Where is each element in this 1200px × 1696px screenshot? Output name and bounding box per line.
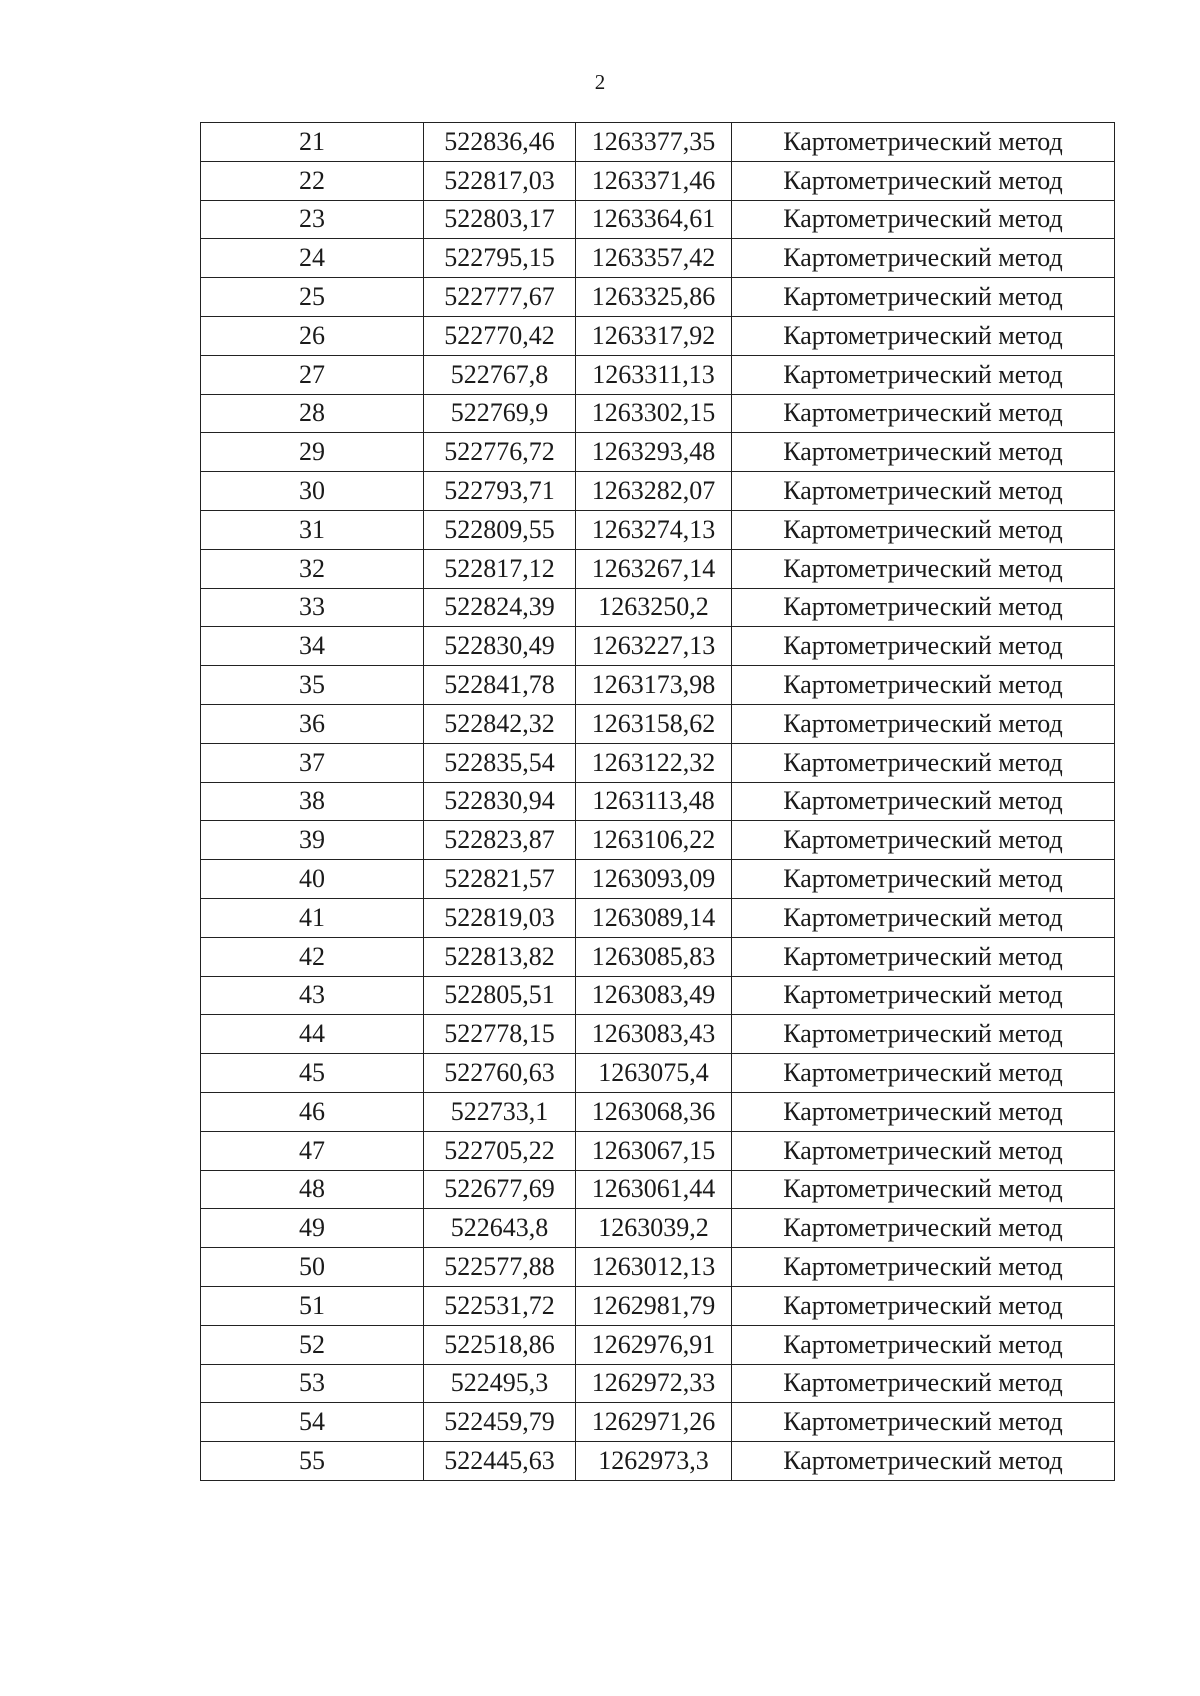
point-number-cell: 44 <box>201 1015 424 1054</box>
y-coordinate-cell: 1263012,13 <box>576 1248 732 1287</box>
point-number-cell: 47 <box>201 1131 424 1170</box>
method-cell: Картометрический метод <box>732 549 1115 588</box>
y-coordinate-cell: 1262976,91 <box>576 1325 732 1364</box>
point-number-cell: 54 <box>201 1403 424 1442</box>
point-number-cell: 50 <box>201 1248 424 1287</box>
method-cell: Картометрический метод <box>732 898 1115 937</box>
x-coordinate-cell: 522760,63 <box>424 1054 576 1093</box>
method-cell: Картометрический метод <box>732 937 1115 976</box>
y-coordinate-cell: 1262973,3 <box>576 1442 732 1481</box>
y-coordinate-cell: 1263364,61 <box>576 200 732 239</box>
point-number-cell: 36 <box>201 704 424 743</box>
table-row <box>201 549 1115 588</box>
table-row <box>201 1248 1115 1287</box>
y-coordinate-cell: 1263106,22 <box>576 821 732 860</box>
y-coordinate-cell: 1263113,48 <box>576 782 732 821</box>
point-number-cell: 51 <box>201 1286 424 1325</box>
x-coordinate-cell: 522767,8 <box>424 355 576 394</box>
point-number-cell: 27 <box>201 355 424 394</box>
x-coordinate-cell: 522824,39 <box>424 588 576 627</box>
point-number-cell: 53 <box>201 1364 424 1403</box>
method-cell: Картометрический метод <box>732 123 1115 162</box>
method-cell: Картометрический метод <box>732 433 1115 472</box>
x-coordinate-cell: 522778,15 <box>424 1015 576 1054</box>
table-row <box>201 433 1115 472</box>
x-coordinate-cell: 522459,79 <box>424 1403 576 1442</box>
y-coordinate-cell: 1263067,15 <box>576 1131 732 1170</box>
y-coordinate-cell: 1263075,4 <box>576 1054 732 1093</box>
method-cell: Картометрический метод <box>732 1364 1115 1403</box>
coordinates-table-body <box>201 123 1115 1481</box>
method-cell: Картометрический метод <box>732 588 1115 627</box>
table-row <box>201 782 1115 821</box>
table-row <box>201 200 1115 239</box>
x-coordinate-cell: 522809,55 <box>424 510 576 549</box>
point-number-cell: 40 <box>201 860 424 899</box>
point-number-cell: 46 <box>201 1092 424 1131</box>
table-row <box>201 588 1115 627</box>
table-row <box>201 627 1115 666</box>
y-coordinate-cell: 1263357,42 <box>576 239 732 278</box>
x-coordinate-cell: 522795,15 <box>424 239 576 278</box>
y-coordinate-cell: 1263267,14 <box>576 549 732 588</box>
method-cell: Картометрический метод <box>732 1325 1115 1364</box>
x-coordinate-cell: 522842,32 <box>424 704 576 743</box>
x-coordinate-cell: 522830,49 <box>424 627 576 666</box>
y-coordinate-cell: 1263250,2 <box>576 588 732 627</box>
table-row <box>201 1325 1115 1364</box>
table-row <box>201 355 1115 394</box>
x-coordinate-cell: 522821,57 <box>424 860 576 899</box>
x-coordinate-cell: 522817,03 <box>424 161 576 200</box>
coordinates-table <box>200 122 1115 1481</box>
method-cell: Картометрический метод <box>732 161 1115 200</box>
method-cell: Картометрический метод <box>732 278 1115 317</box>
y-coordinate-cell: 1263302,15 <box>576 394 732 433</box>
method-cell: Картометрический метод <box>732 1054 1115 1093</box>
table-row <box>201 1442 1115 1481</box>
method-cell: Картометрический метод <box>732 1403 1115 1442</box>
method-cell: Картометрический метод <box>732 666 1115 705</box>
x-coordinate-cell: 522677,69 <box>424 1170 576 1209</box>
method-cell: Картометрический метод <box>732 704 1115 743</box>
table-row <box>201 1054 1115 1093</box>
table-row <box>201 239 1115 278</box>
method-cell: Картометрический метод <box>732 743 1115 782</box>
table-row <box>201 898 1115 937</box>
point-number-cell: 52 <box>201 1325 424 1364</box>
table-row <box>201 1364 1115 1403</box>
method-cell: Картометрический метод <box>732 627 1115 666</box>
x-coordinate-cell: 522518,86 <box>424 1325 576 1364</box>
method-cell: Картометрический метод <box>732 1015 1115 1054</box>
y-coordinate-cell: 1263039,2 <box>576 1209 732 1248</box>
point-number-cell: 34 <box>201 627 424 666</box>
y-coordinate-cell: 1263083,49 <box>576 976 732 1015</box>
y-coordinate-cell: 1263083,43 <box>576 1015 732 1054</box>
y-coordinate-cell: 1263317,92 <box>576 316 732 355</box>
table-row <box>201 316 1115 355</box>
point-number-cell: 45 <box>201 1054 424 1093</box>
method-cell: Картометрический метод <box>732 394 1115 433</box>
method-cell: Картометрический метод <box>732 821 1115 860</box>
method-cell: Картометрический метод <box>732 782 1115 821</box>
point-number-cell: 43 <box>201 976 424 1015</box>
y-coordinate-cell: 1263089,14 <box>576 898 732 937</box>
point-number-cell: 39 <box>201 821 424 860</box>
point-number-cell: 35 <box>201 666 424 705</box>
x-coordinate-cell: 522803,17 <box>424 200 576 239</box>
table-row <box>201 976 1115 1015</box>
y-coordinate-cell: 1263227,13 <box>576 627 732 666</box>
table-row <box>201 1209 1115 1248</box>
x-coordinate-cell: 522777,67 <box>424 278 576 317</box>
x-coordinate-cell: 522805,51 <box>424 976 576 1015</box>
x-coordinate-cell: 522770,42 <box>424 316 576 355</box>
point-number-cell: 31 <box>201 510 424 549</box>
point-number-cell: 24 <box>201 239 424 278</box>
x-coordinate-cell: 522793,71 <box>424 472 576 511</box>
x-coordinate-cell: 522531,72 <box>424 1286 576 1325</box>
table-row <box>201 1170 1115 1209</box>
method-cell: Картометрический метод <box>732 355 1115 394</box>
table-row <box>201 1092 1115 1131</box>
table-row <box>201 1286 1115 1325</box>
table-row <box>201 1403 1115 1442</box>
y-coordinate-cell: 1262981,79 <box>576 1286 732 1325</box>
method-cell: Картометрический метод <box>732 510 1115 549</box>
method-cell: Картометрический метод <box>732 316 1115 355</box>
method-cell: Картометрический метод <box>732 1209 1115 1248</box>
y-coordinate-cell: 1263293,48 <box>576 433 732 472</box>
x-coordinate-cell: 522841,78 <box>424 666 576 705</box>
point-number-cell: 37 <box>201 743 424 782</box>
table-row <box>201 394 1115 433</box>
point-number-cell: 42 <box>201 937 424 976</box>
point-number-cell: 28 <box>201 394 424 433</box>
table-row <box>201 666 1115 705</box>
point-number-cell: 41 <box>201 898 424 937</box>
point-number-cell: 49 <box>201 1209 424 1248</box>
y-coordinate-cell: 1263068,36 <box>576 1092 732 1131</box>
point-number-cell: 26 <box>201 316 424 355</box>
table-row <box>201 161 1115 200</box>
y-coordinate-cell: 1263311,13 <box>576 355 732 394</box>
table-row <box>201 1015 1115 1054</box>
table-row <box>201 278 1115 317</box>
table-row <box>201 860 1115 899</box>
y-coordinate-cell: 1263325,86 <box>576 278 732 317</box>
point-number-cell: 48 <box>201 1170 424 1209</box>
x-coordinate-cell: 522733,1 <box>424 1092 576 1131</box>
x-coordinate-cell: 522823,87 <box>424 821 576 860</box>
y-coordinate-cell: 1263274,13 <box>576 510 732 549</box>
point-number-cell: 22 <box>201 161 424 200</box>
method-cell: Картометрический метод <box>732 1092 1115 1131</box>
point-number-cell: 38 <box>201 782 424 821</box>
method-cell: Картометрический метод <box>732 1248 1115 1287</box>
x-coordinate-cell: 522643,8 <box>424 1209 576 1248</box>
table-row <box>201 472 1115 511</box>
table-row <box>201 704 1115 743</box>
x-coordinate-cell: 522577,88 <box>424 1248 576 1287</box>
x-coordinate-cell: 522819,03 <box>424 898 576 937</box>
table-row <box>201 937 1115 976</box>
method-cell: Картометрический метод <box>732 1286 1115 1325</box>
method-cell: Картометрический метод <box>732 472 1115 511</box>
y-coordinate-cell: 1262971,26 <box>576 1403 732 1442</box>
x-coordinate-cell: 522835,54 <box>424 743 576 782</box>
y-coordinate-cell: 1263377,35 <box>576 123 732 162</box>
method-cell: Картометрический метод <box>732 860 1115 899</box>
point-number-cell: 33 <box>201 588 424 627</box>
point-number-cell: 29 <box>201 433 424 472</box>
point-number-cell: 32 <box>201 549 424 588</box>
x-coordinate-cell: 522813,82 <box>424 937 576 976</box>
y-coordinate-cell: 1263061,44 <box>576 1170 732 1209</box>
point-number-cell: 30 <box>201 472 424 511</box>
table-row <box>201 510 1115 549</box>
table-row <box>201 743 1115 782</box>
y-coordinate-cell: 1263371,46 <box>576 161 732 200</box>
table-row <box>201 1131 1115 1170</box>
point-number-cell: 25 <box>201 278 424 317</box>
x-coordinate-cell: 522769,9 <box>424 394 576 433</box>
method-cell: Картометрический метод <box>732 200 1115 239</box>
y-coordinate-cell: 1263282,07 <box>576 472 732 511</box>
y-coordinate-cell: 1263158,62 <box>576 704 732 743</box>
x-coordinate-cell: 522495,3 <box>424 1364 576 1403</box>
point-number-cell: 21 <box>201 123 424 162</box>
x-coordinate-cell: 522836,46 <box>424 123 576 162</box>
y-coordinate-cell: 1262972,33 <box>576 1364 732 1403</box>
method-cell: Картометрический метод <box>732 239 1115 278</box>
x-coordinate-cell: 522776,72 <box>424 433 576 472</box>
method-cell: Картометрический метод <box>732 1170 1115 1209</box>
table-row <box>201 123 1115 162</box>
x-coordinate-cell: 522817,12 <box>424 549 576 588</box>
table-row <box>201 821 1115 860</box>
x-coordinate-cell: 522705,22 <box>424 1131 576 1170</box>
method-cell: Картометрический метод <box>732 1442 1115 1481</box>
y-coordinate-cell: 1263085,83 <box>576 937 732 976</box>
point-number-cell: 23 <box>201 200 424 239</box>
y-coordinate-cell: 1263122,32 <box>576 743 732 782</box>
method-cell: Картометрический метод <box>732 976 1115 1015</box>
x-coordinate-cell: 522830,94 <box>424 782 576 821</box>
method-cell: Картометрический метод <box>732 1131 1115 1170</box>
y-coordinate-cell: 1263173,98 <box>576 666 732 705</box>
x-coordinate-cell: 522445,63 <box>424 1442 576 1481</box>
point-number-cell: 55 <box>201 1442 424 1481</box>
y-coordinate-cell: 1263093,09 <box>576 860 732 899</box>
page-number: 2 <box>594 70 606 94</box>
